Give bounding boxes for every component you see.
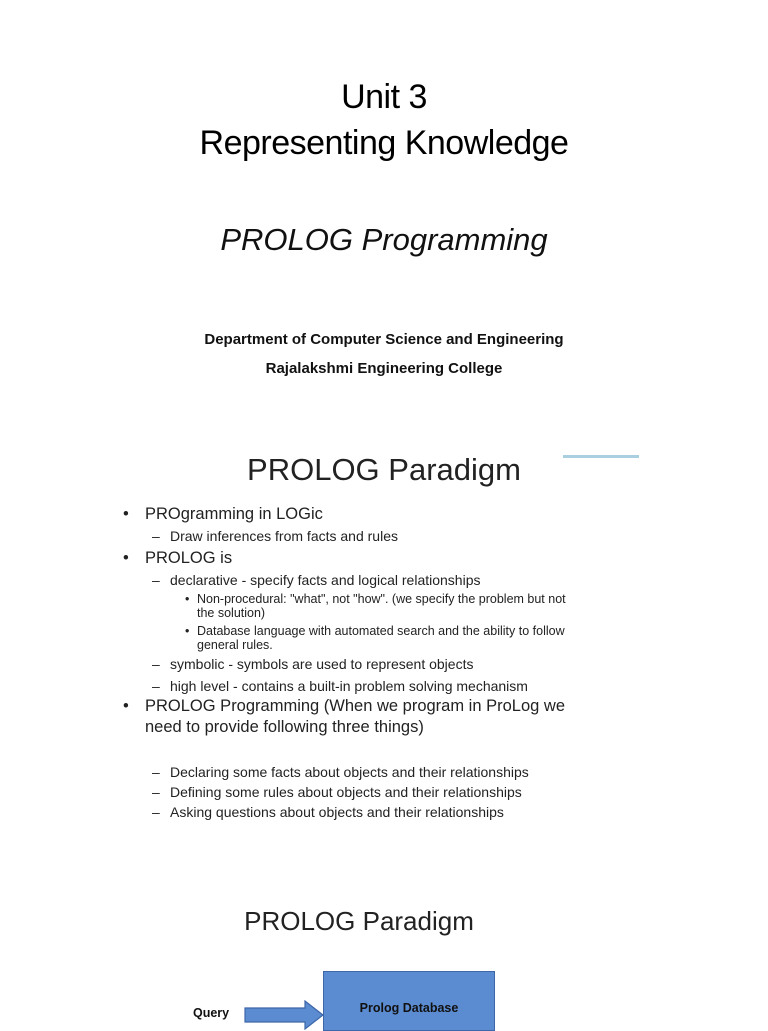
title-slide <box>0 0 768 420</box>
bullet-item <box>152 572 481 588</box>
college-name: Rajalakshmi Engineering College <box>265 360 503 377</box>
bullet-text: PROLOG is <box>145 549 233 567</box>
bullet-text: Asking questions about objects and their relationships <box>170 804 504 820</box>
bullet-dash-icon: – <box>152 784 160 800</box>
slide-title: PROLOG Paradigm <box>244 906 474 936</box>
bullet-item <box>123 549 233 568</box>
bullet-item <box>152 656 474 672</box>
bullet-text: PROLOG Programming (When we program in ProLog we <box>145 697 565 715</box>
bullet-item <box>152 678 528 694</box>
bullet-text: Defining some rules about objects and their relationships <box>170 784 522 800</box>
bullet-dash-icon: – <box>152 656 160 672</box>
bullet-dot-icon: • <box>123 549 129 567</box>
bullet-item <box>185 592 566 606</box>
bullet-text: PROgramming in LOGic <box>145 505 323 523</box>
bullet-dash-icon: – <box>152 572 160 588</box>
slide-subtitle: PROLOG Programming <box>220 222 548 257</box>
bullet-item <box>152 528 398 544</box>
bullet-item <box>123 697 565 716</box>
bullet-dash-icon: – <box>152 804 160 820</box>
bullet-text: Database language with automated search and the ability to follow <box>197 624 565 638</box>
bullet-text: Draw inferences from facts and rules <box>170 528 398 544</box>
bullet-item <box>152 784 522 800</box>
bullet-text: Declaring some facts about objects and their relationships <box>170 764 529 780</box>
slide-title-line-2: Representing Knowledge <box>199 124 569 162</box>
bullet-continuation <box>197 638 273 652</box>
bullet-text: need to provide following three things) <box>145 718 424 736</box>
bullet-text: the solution) <box>197 606 266 620</box>
bullet-text: declarative - specify facts and logical relationships <box>170 572 481 588</box>
department-name: Department of Computer Science and Engineering <box>204 331 564 348</box>
bullet-dot-icon: • <box>123 697 129 715</box>
bullet-item <box>152 764 529 780</box>
prolog-database-label: Prolog Database <box>359 1001 459 1015</box>
bullet-dot-icon: • <box>185 592 190 606</box>
bullet-dot-icon: • <box>123 505 129 523</box>
bullet-dash-icon: – <box>152 528 160 544</box>
bullet-text: general rules. <box>197 638 273 652</box>
prolog-database-box <box>323 971 495 1031</box>
bullet-continuation <box>145 718 424 737</box>
arrow-right-icon <box>243 1000 325 1030</box>
bullet-text: Non-procedural: "what", not "how". (we specify the problem but not <box>197 592 566 606</box>
bullet-continuation <box>197 606 265 620</box>
bullet-item <box>123 505 323 524</box>
slide-title-line-1: Unit 3 <box>341 78 427 116</box>
bullet-text: symbolic - symbols are used to represent objects <box>170 656 474 672</box>
bullet-item <box>185 624 565 638</box>
bullet-dash-icon: – <box>152 678 160 694</box>
slide-title: PROLOG Paradigm <box>247 452 521 487</box>
bullet-dash-icon: – <box>152 764 160 780</box>
bullet-item <box>152 804 504 820</box>
bullet-dot-icon: • <box>185 624 190 638</box>
bullet-text: high level - contains a built-in problem solving mechanism <box>170 678 528 694</box>
query-label: Query <box>193 1006 230 1020</box>
